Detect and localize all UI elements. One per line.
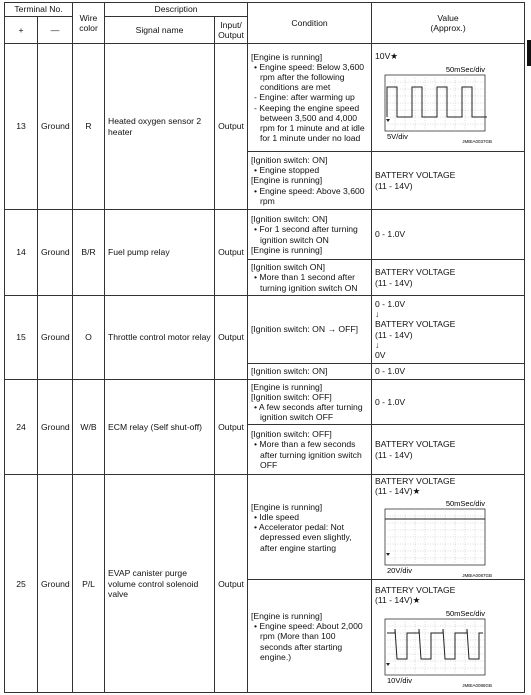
scope-reference-code: JMBIA0087GB (462, 573, 493, 579)
value-line: (11 - 14V) (375, 180, 413, 191)
terminal-plus: 13 (5, 44, 38, 210)
oscilloscope-waveform (375, 62, 493, 144)
condition-cell (248, 210, 372, 260)
value-cell (372, 364, 525, 380)
value-line: 10V★ (375, 51, 399, 62)
value-line: BATTERY VOLTAGE (375, 585, 456, 596)
scope-reference-code: JMBIA0037GB (462, 138, 493, 144)
condition-line: [Engine is running] (251, 51, 323, 62)
value-line: (11 - 14V) (375, 329, 413, 340)
terminal-plus: 24 (5, 380, 38, 475)
value-line: ↓ (375, 309, 380, 320)
input-output-header: Input/ Output (215, 17, 248, 44)
signal-name-header: Signal name (105, 17, 215, 44)
condition-cell (248, 44, 372, 152)
scope-volt-division: 10V/div (387, 675, 413, 685)
value-line: BATTERY VOLTAGE (375, 476, 456, 486)
value-line: 0 - 1.0V (375, 298, 406, 309)
condition-line: • Engine speed: About 2,000 rpm (More than 100 seconds after starting engine.) (254, 621, 363, 662)
table-row (5, 210, 525, 260)
condition-line: • More than 1 second after turning ignition switch ON (254, 272, 358, 293)
value-cell (372, 580, 525, 693)
value-line: (11 - 14V) (375, 277, 413, 288)
terminal-minus: Ground (38, 380, 73, 475)
condition-cell (248, 260, 372, 296)
condition-line: [Ignition switch: ON] (251, 214, 328, 225)
table-row (5, 296, 525, 364)
terminal-minus: Ground (38, 296, 73, 380)
signal-name: Heated oxygen sensor 2 heater (105, 44, 215, 210)
condition-cell (248, 296, 372, 364)
condition-line: [Engine is running] (251, 381, 323, 392)
value-line: (11 - 14V) (375, 449, 413, 460)
value-cell (372, 475, 525, 580)
input-output: Output (215, 380, 248, 475)
oscilloscope-waveform (375, 606, 493, 688)
condition-line: [Ignition switch: OFF] (251, 429, 332, 440)
scope-volt-division: 20V/div (387, 566, 413, 576)
value-line: 0 - 1.0V (375, 366, 406, 377)
condition-line: • A few seconds after turning ignition switch OFF (254, 402, 363, 423)
scope-time-division: 50mSec/div (445, 608, 486, 618)
condition-line: [Ignition switch: ON → OFF] (251, 324, 358, 335)
terminal-no-header: Terminal No. (5, 3, 73, 17)
condition-cell (248, 380, 372, 425)
wire-color-header: Wire color (73, 3, 105, 44)
input-output: Output (215, 296, 248, 380)
table-row (5, 44, 525, 152)
signal-name: ECM relay (Self shut-off) (105, 380, 215, 475)
value-header-label: Value (437, 12, 459, 23)
condition-line: • For 1 second after turning ignition switch ON (254, 224, 358, 245)
plus-header: + (5, 17, 38, 44)
wire-color: P/L (73, 475, 105, 693)
terminal-plus: 15 (5, 296, 38, 380)
value-line: ↓ (375, 339, 380, 350)
value-line: BATTERY VOLTAGE (375, 267, 456, 278)
value-line: 0 - 1.0V (375, 229, 406, 240)
condition-line: - Keeping the engine speed between 3,500 and 4,000 rpm for 1 minute and at idle for 1 minute under no load (254, 102, 365, 144)
condition-line: • Accelerator pedal: Not depressed even slightly, after engine starting (254, 522, 352, 553)
value-line: (11 - 14V)★ (375, 486, 421, 497)
condition-cell (248, 152, 372, 210)
ground-marker (386, 553, 390, 556)
terminal-table-page (4, 2, 524, 693)
value-line: BATTERY VOLTAGE (375, 439, 456, 450)
scope-volt-division: 5V/div (387, 131, 408, 141)
wire-color: O (73, 296, 105, 380)
condition-line: • Engine stopped (254, 165, 320, 176)
condition-line: [Ignition switch: ON] (251, 366, 328, 377)
terminal-plus: 14 (5, 210, 38, 296)
terminal-minus: Ground (38, 475, 73, 693)
value-cell (372, 296, 525, 364)
value-cell (372, 425, 525, 475)
ground-marker (386, 663, 390, 666)
condition-header: Condition (248, 3, 372, 44)
wire-color: B/R (73, 210, 105, 296)
signal-name: Fuel pump relay (105, 210, 215, 296)
condition-cell (248, 364, 372, 380)
condition-line: • Engine speed: Below 3,600 rpm after the following conditions are met (254, 61, 365, 93)
value-line: (11 - 14V)★ (375, 595, 421, 606)
value-header (372, 3, 525, 44)
condition-line: [Engine is running] (251, 610, 323, 621)
oscilloscope-waveform (375, 496, 493, 578)
table-row (5, 475, 525, 580)
input-output: Output (215, 210, 248, 296)
value-line: 0V (375, 349, 386, 360)
value-line: 0 - 1.0V (375, 396, 406, 407)
terminal-minus: Ground (38, 210, 73, 296)
condition-line: [Engine is running] (251, 501, 323, 512)
value-cell (372, 152, 525, 210)
condition-line: • More than a few seconds after turning ignition switch OFF (254, 439, 362, 470)
section-tab-marker (527, 40, 531, 66)
value-cell (372, 380, 525, 425)
wire-color: R (73, 44, 105, 210)
terminal-plus: 25 (5, 475, 38, 693)
condition-cell (248, 475, 372, 580)
value-cell (372, 44, 525, 152)
input-output: Output (215, 44, 248, 210)
wire-color: W/B (73, 380, 105, 475)
scope-grid (385, 619, 485, 675)
input-output: Output (215, 475, 248, 693)
condition-line: • Engine speed: Above 3,600 rpm (254, 185, 365, 206)
terminal-minus: Ground (38, 44, 73, 210)
description-header: Description (105, 3, 248, 17)
scope-grid (385, 75, 485, 131)
signal-name: EVAP canister purge volume control solenoid valve (105, 475, 215, 693)
condition-line: [Engine is running] (251, 175, 323, 186)
value-line: BATTERY VOLTAGE (375, 319, 456, 330)
value-header-unit: (Approx.) (430, 23, 466, 33)
condition-line: - Engine: after warming up (254, 92, 355, 103)
table-row (5, 380, 525, 425)
condition-line: [Ignition switch: OFF] (251, 391, 332, 402)
condition-cell (248, 580, 372, 693)
condition-line: [Engine is running] (251, 244, 323, 255)
scope-time-division: 50mSec/div (445, 64, 486, 74)
ecm-terminal-table (4, 2, 525, 693)
value-cell (372, 210, 525, 260)
ground-marker (386, 119, 390, 122)
condition-cell (248, 425, 372, 475)
condition-line: [Ignition switch ON] (251, 262, 326, 273)
condition-line: • Idle speed (254, 511, 300, 522)
scope-reference-code: JMBIA0088GB (462, 682, 493, 688)
condition-line: [Ignition switch: ON] (251, 154, 328, 165)
signal-name: Throttle control motor relay (105, 296, 215, 380)
value-cell (372, 260, 525, 296)
value-line: BATTERY VOLTAGE (375, 170, 456, 181)
scope-grid (385, 509, 485, 565)
minus-header: — (38, 17, 73, 44)
table-body (5, 44, 525, 693)
scope-time-division: 50mSec/div (445, 499, 486, 509)
waveform-trace (387, 87, 487, 117)
